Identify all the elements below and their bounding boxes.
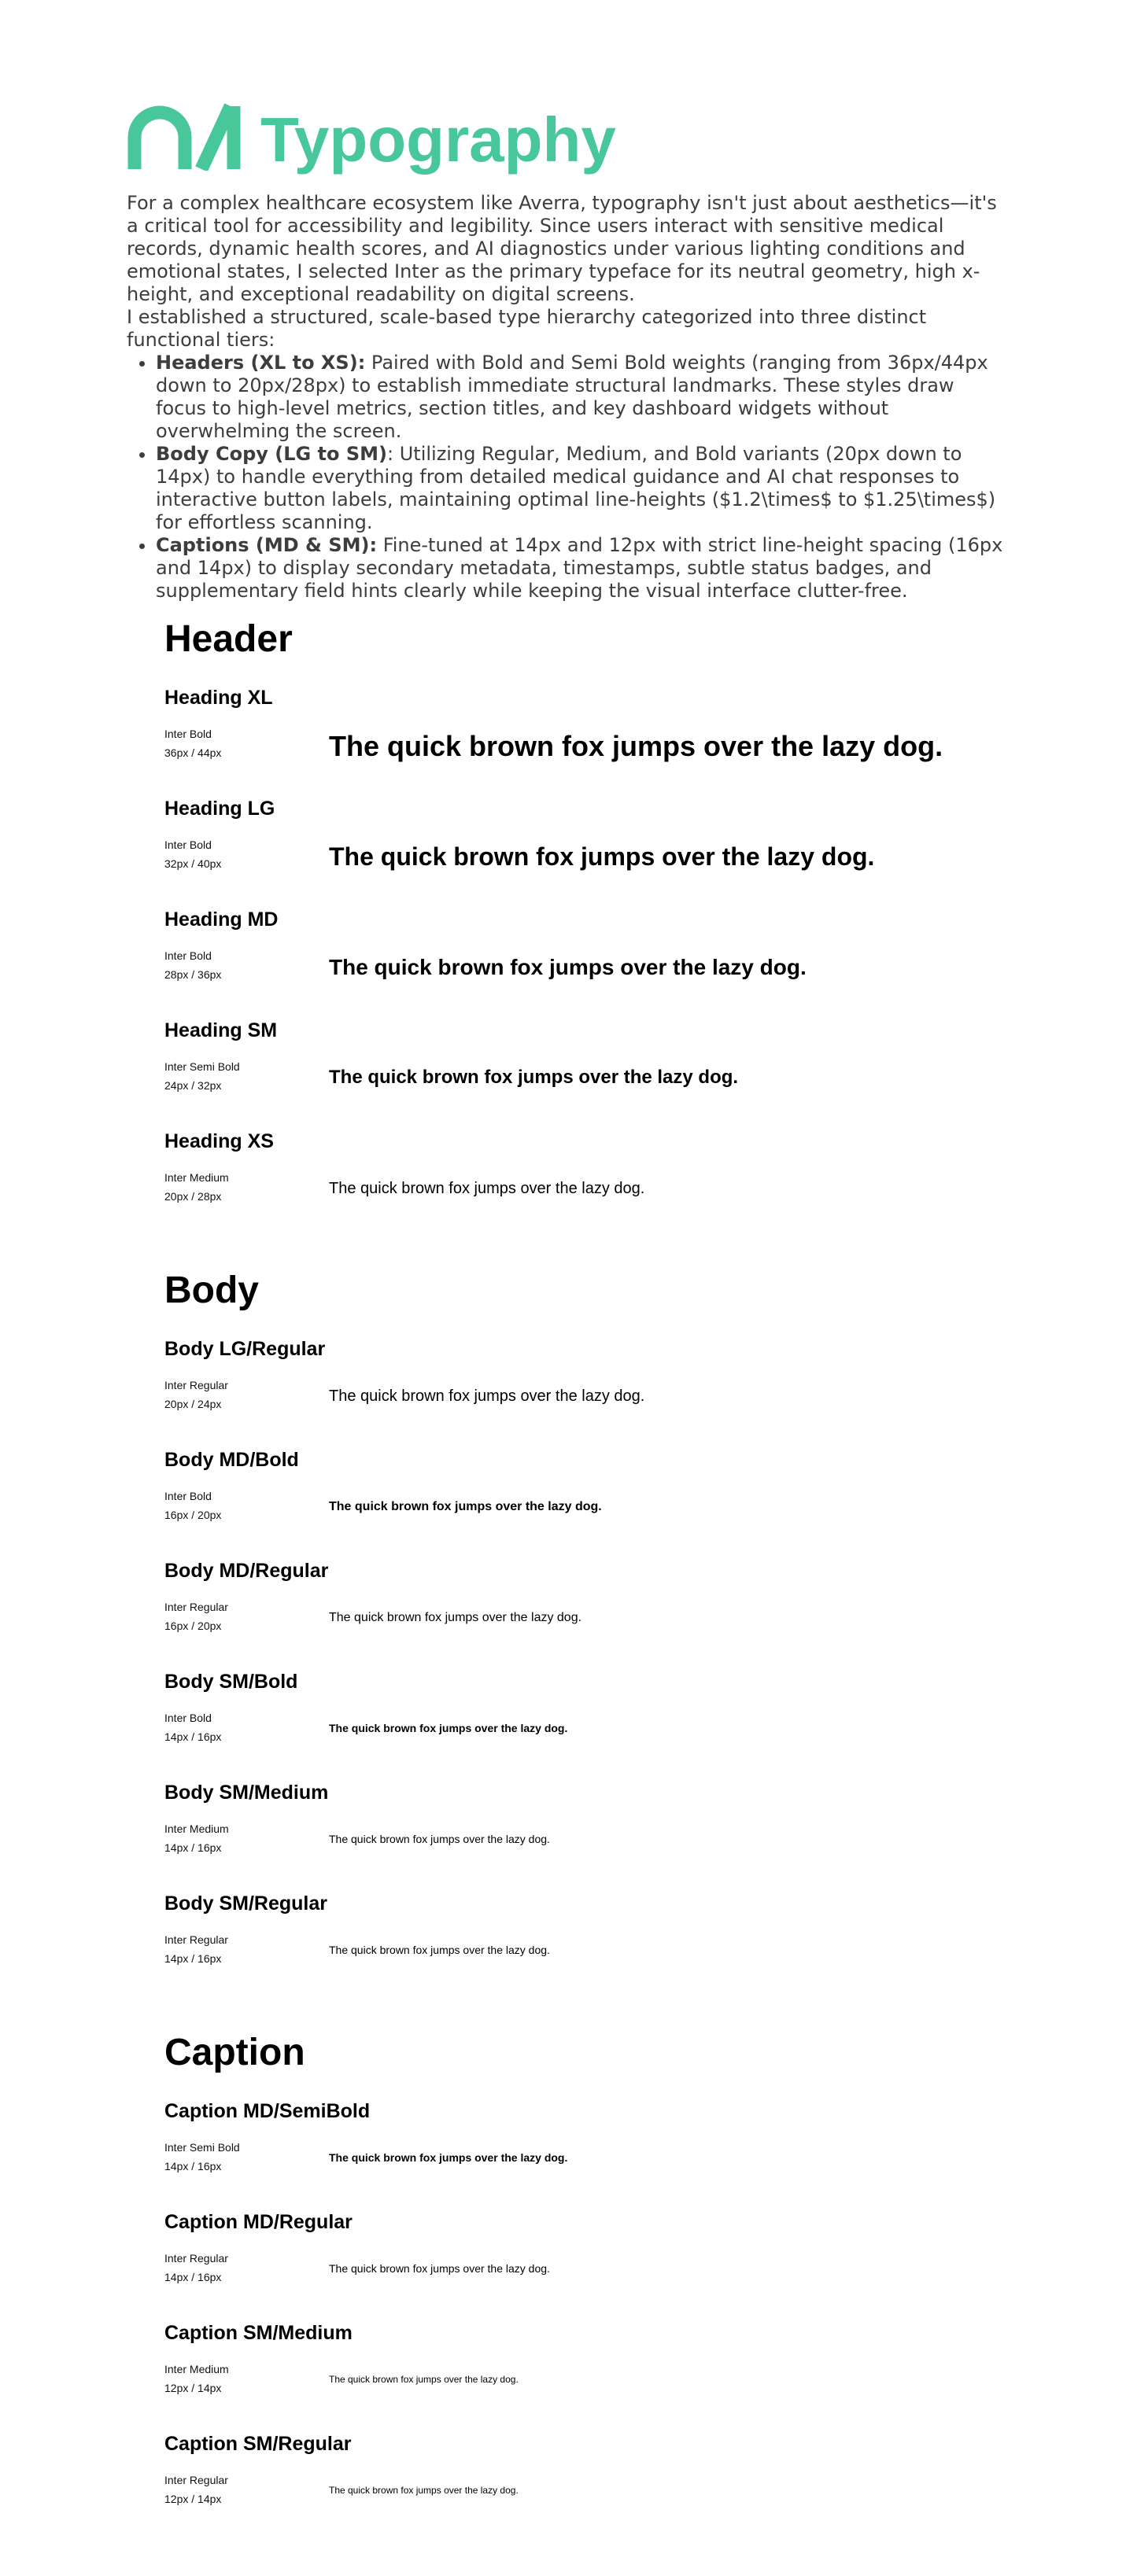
group-heading: Header <box>164 618 293 660</box>
type-style <box>164 1558 1030 1669</box>
type-style <box>164 1891 1030 2002</box>
style-metrics: 14px / 16px <box>164 1730 222 1743</box>
style-font: Inter Regular <box>164 2252 228 2265</box>
style-meta <box>164 1057 240 1095</box>
style-metrics: 28px / 36px <box>164 968 222 981</box>
style-meta <box>164 2471 228 2508</box>
style-name: Caption MD/SemiBold <box>164 2100 371 2122</box>
style-font: Inter Medium <box>164 1822 229 1835</box>
style-name: Heading XL <box>164 687 273 709</box>
style-font: Inter Semi Bold <box>164 2141 240 2154</box>
style-meta <box>164 1708 221 1746</box>
style-metrics: 14px / 16px <box>164 1841 222 1854</box>
style-meta <box>164 1930 228 1968</box>
averra-logo <box>127 100 246 171</box>
list-item-text: Fine-tuned at 14px and 12px with strict line-height spacing (16px and 14px) to display secondary metadata, timestamps, subtle status badges, and supplementary field hints clearly while keeping the visual interface clutter-free. <box>156 534 1003 602</box>
type-style <box>164 2209 1030 2320</box>
style-meta <box>164 1376 228 1413</box>
group-heading: Caption <box>164 2032 305 2073</box>
sample-text: The quick brown fox jumps over the lazy dog. <box>329 730 943 762</box>
style-meta <box>164 835 221 873</box>
type-style <box>164 685 1030 796</box>
type-style <box>164 1336 1030 1447</box>
style-meta <box>164 1168 229 1206</box>
type-tier-list <box>127 352 1008 603</box>
sample-text: The quick brown fox jumps over the lazy dog. <box>329 1388 645 1405</box>
sample-text: The quick brown fox jumps over the lazy dog. <box>329 2374 519 2385</box>
style-font: Inter Bold <box>164 728 212 740</box>
style-metrics: 36px / 44px <box>164 746 222 759</box>
style-meta <box>164 2138 240 2176</box>
list-item-term: Captions (MD & SM): <box>156 534 378 556</box>
style-meta <box>164 946 221 984</box>
sample-text: The quick brown fox jumps over the lazy dog. <box>329 1067 739 1088</box>
list-item-text: : Utilizing Regular, Medium, and Bold variants (20px down to 14px) to handle everything from detailed medical guidance and AI chat responses to interactive button labels, maintaining optimal line-heights ($1.2\times$ to $1.25\times$) for effortless scanning. <box>156 443 996 533</box>
page-title: Typography <box>260 105 616 175</box>
style-font: Inter Regular <box>164 1601 228 1613</box>
sample-text: The quick brown fox jumps over the lazy dog. <box>329 2262 550 2275</box>
style-font: Inter Bold <box>164 838 212 851</box>
style-font: Inter Bold <box>164 1490 212 1502</box>
list-item <box>156 534 1008 603</box>
intro-text <box>127 192 1008 603</box>
style-metrics: 12px / 14px <box>164 2493 222 2505</box>
style-font: Inter Bold <box>164 1712 212 1724</box>
style-meta <box>164 1487 221 1524</box>
type-style <box>164 2320 1030 2431</box>
type-style <box>164 1129 1030 1240</box>
type-style <box>164 2431 1030 2542</box>
type-style <box>164 2099 1030 2209</box>
sample-text: The quick brown fox jumps over the lazy dog. <box>329 1944 550 1956</box>
type-style <box>164 796 1030 907</box>
sample-text: The quick brown fox jumps over the lazy dog. <box>329 1722 568 1734</box>
sample-text: The quick brown fox jumps over the lazy dog. <box>329 1833 550 1845</box>
style-font: Inter Bold <box>164 949 212 962</box>
style-font: Inter Semi Bold <box>164 1060 240 1073</box>
type-style <box>164 1447 1030 1558</box>
sample-text: The quick brown fox jumps over the lazy dog. <box>329 955 807 979</box>
style-name: Caption SM/Regular <box>164 2433 352 2455</box>
style-metrics: 20px / 24px <box>164 1398 222 1410</box>
sample-text: The quick brown fox jumps over the lazy dog. <box>329 1611 582 1624</box>
style-name: Caption SM/Medium <box>164 2322 353 2344</box>
style-metrics: 16px / 20px <box>164 1620 222 1632</box>
style-metrics: 24px / 32px <box>164 1079 222 1092</box>
group-heading: Body <box>164 1270 259 1311</box>
type-style <box>164 1018 1030 1129</box>
style-metrics: 32px / 40px <box>164 857 222 870</box>
style-meta <box>164 1598 228 1635</box>
style-font: Inter Regular <box>164 1379 228 1391</box>
style-name: Heading XS <box>164 1130 274 1152</box>
style-name: Body MD/Regular <box>164 1560 329 1582</box>
style-name: Body SM/Regular <box>164 1892 327 1914</box>
style-metrics: 12px / 14px <box>164 2382 222 2394</box>
style-metrics: 16px / 20px <box>164 1509 222 1521</box>
sample-text: The quick brown fox jumps over the lazy dog. <box>329 1180 645 1197</box>
list-item <box>156 443 1008 534</box>
style-metrics: 14px / 16px <box>164 2160 222 2172</box>
type-style <box>164 1780 1030 1891</box>
style-font: Inter Medium <box>164 1171 229 1184</box>
style-meta <box>164 1819 229 1857</box>
title-row <box>127 88 616 182</box>
style-font: Inter Medium <box>164 2363 229 2375</box>
type-style <box>164 1669 1030 1780</box>
sample-text: The quick brown fox jumps over the lazy dog. <box>329 842 875 871</box>
style-meta <box>164 2249 228 2287</box>
sample-text: The quick brown fox jumps over the lazy dog. <box>329 2151 568 2164</box>
style-font: Inter Regular <box>164 2474 228 2486</box>
type-style <box>164 907 1030 1018</box>
intro-paragraph: I established a structured, scale-based type hierarchy categorized into three distinct functional tiers: <box>127 306 927 351</box>
style-name: Heading LG <box>164 798 275 820</box>
style-meta <box>164 724 221 762</box>
style-metrics: 14px / 16px <box>164 1952 222 1965</box>
style-metrics: 14px / 16px <box>164 2271 222 2283</box>
list-item-term: Headers (XL to XS): <box>156 352 366 374</box>
style-name: Body LG/Regular <box>164 1338 326 1360</box>
style-name: Body SM/Medium <box>164 1782 329 1804</box>
type-specimens <box>164 612 1030 2566</box>
list-item-term: Body Copy (LG to SM) <box>156 443 388 465</box>
style-name: Body MD/Bold <box>164 1449 299 1471</box>
style-name: Body SM/Bold <box>164 1671 298 1693</box>
style-metrics: 20px / 28px <box>164 1190 222 1203</box>
list-item <box>156 352 1008 443</box>
style-name: Heading SM <box>164 1019 278 1041</box>
sample-text: The quick brown fox jumps over the lazy dog. <box>329 1500 602 1513</box>
style-name: Heading MD <box>164 908 279 931</box>
intro-paragraph: For a complex healthcare ecosystem like Averra, typography isn't just about aesthetics—it's a critical tool for accessibility and legibility. Since users interact with sensitive medical records, dynamic health scores, and AI diagnostics under various lighting conditions and emotional states, I selected Inter as the primary typeface for its neutral geometry, high x-height, and exceptional readability on digital screens. <box>127 192 997 305</box>
style-font: Inter Regular <box>164 1933 228 1946</box>
sample-text: The quick brown fox jumps over the lazy dog. <box>329 2485 519 2496</box>
style-meta <box>164 2360 229 2397</box>
style-name: Caption MD/Regular <box>164 2211 353 2233</box>
list-item-text: Paired with Bold and Semi Bold weights (ranging from 36px/44px down to 20px/28px) to establish immediate structural landmarks. These styles draw focus to high-level metrics, section titles, and key dashboard widgets without overwhelming the screen. <box>156 352 988 442</box>
